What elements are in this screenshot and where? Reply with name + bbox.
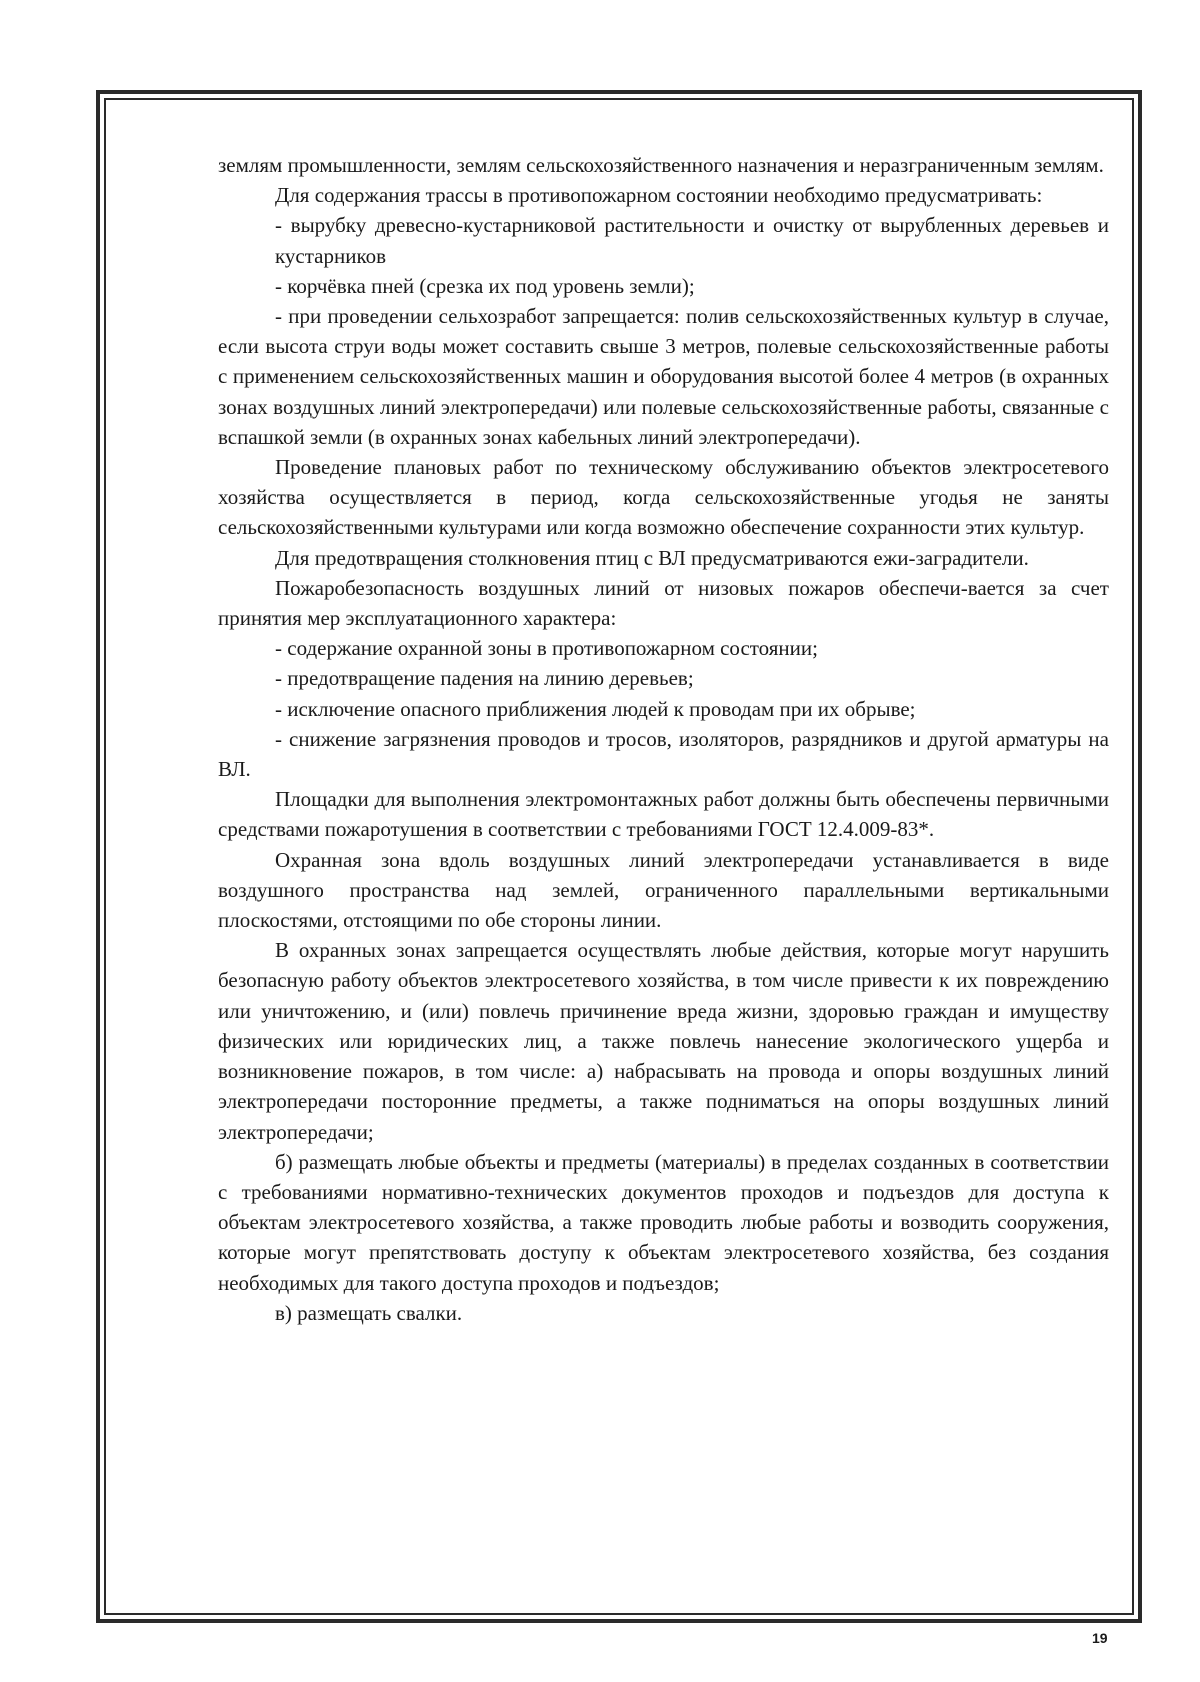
- page-number: 19: [1092, 1630, 1108, 1646]
- document-body: [218, 150, 1109, 1328]
- list-item-protection-zone: - содержание охранной зоны в противопожарном состоянии;: [275, 636, 818, 661]
- paragraph-fire-safety-intro: Для содержания трассы в противопожарном состоянии необходимо предусматривать:: [275, 183, 1043, 208]
- paragraph-prohibited-actions: В охранных зонах запрещается осуществлять любые действия, которые могут нарушить безопасную работу объектов электросетевого хозяйства, в том числе привести к их повреждению или уничтожению, и (или) повлечь причинение вреда жизни, здоровью граждан и имуществу физических или юридических лиц, а также повлечь нанесение экологического ущерба и возникновение пожаров, в том числе: а) набрасывать на провода и опоры воздушных линий электропередачи посторонние предметы, а также подниматься на опоры воздушных линий электропередачи;: [218, 938, 1109, 1144]
- list-item-clearing: - вырубку древесно-кустарниковой растительности и очистку от вырубленных деревьев и кустарников: [275, 213, 1109, 268]
- paragraph-maintenance-period: Проведение плановых работ по техническому обслуживанию объектов электросетевого хозяйства осуществляется в период, когда сельскохозяйственные угодья не заняты сельскохозяйственными культурами или когда возможно обеспечение сохранности этих культур.: [218, 455, 1109, 540]
- paragraph-continuation: землям промышленности, землям сельскохозяйственного назначения и неразграниченным землям.: [218, 153, 1104, 177]
- list-item-contamination: - снижение загрязнения проводов и тросов, изоляторов, разрядников и другой арматуры на ВЛ.: [218, 726, 1109, 782]
- paragraph-prohibited-dumps: в) размещать свалки.: [275, 1300, 463, 1325]
- list-item-tree-fall: - предотвращение падения на линию деревьев;: [275, 666, 694, 691]
- paragraph-protection-zone-definition: Охранная зона вдоль воздушных линий электропередачи устанавливается в виде воздушного пространства над землей, ограниченного параллельными вертикальными плоскостями, отстоящими по обе стороны линии.: [218, 847, 1109, 933]
- paragraph-fire-safety-measures: Пожаробезопасность воздушных линий от низовых пожаров обеспечи-вается за счет принятия мер эксплуатационного характера:: [218, 575, 1109, 631]
- list-item-stump-removal: - корчёвка пней (срезка их под уровень земли);: [275, 273, 695, 298]
- paragraph-bird-protection: Для предотвращения столкновения птиц с ВЛ предусматриваются ежи-заградители.: [275, 545, 1029, 570]
- list-item-wire-break: - исключение опасного приближения людей к проводам при их обрыве;: [275, 696, 916, 721]
- paragraph-prohibited-placement: б) размещать любые объекты и предметы (материалы) в пределах созданных в соответствии с требованиями нормативно-технических документов проходов и подъездов для доступа к объектам электросетевого хозяйства, а также проводить любые работы и возводить сооружения, которые могут препятствовать доступу к объектам электросетевого хозяйства, без создания необходимых для такого доступа проходов и подъездов;: [218, 1149, 1109, 1295]
- paragraph-agricultural-restrictions: - при проведении сельхозработ запрещается: полив сельскохозяйственных культур в случае, если высота струи воды может составить свыше 3 метров, полевые сельскохозяйственные работы с применением сельскохозяйственных машин и оборудования высотой более 4 метров (в охранных зонах воздушных линий электропередачи) или полевые сельскохозяйственные работы, связанные с вспашкой земли (в охранных зонах кабельных линий электропередачи).: [218, 304, 1109, 449]
- paragraph-work-sites: Площадки для выполнения электромонтажных работ должны быть обеспечены первичными средствами пожаротушения в соответствии с требованиями ГОСТ 12.4.009-83*.: [218, 787, 1109, 842]
